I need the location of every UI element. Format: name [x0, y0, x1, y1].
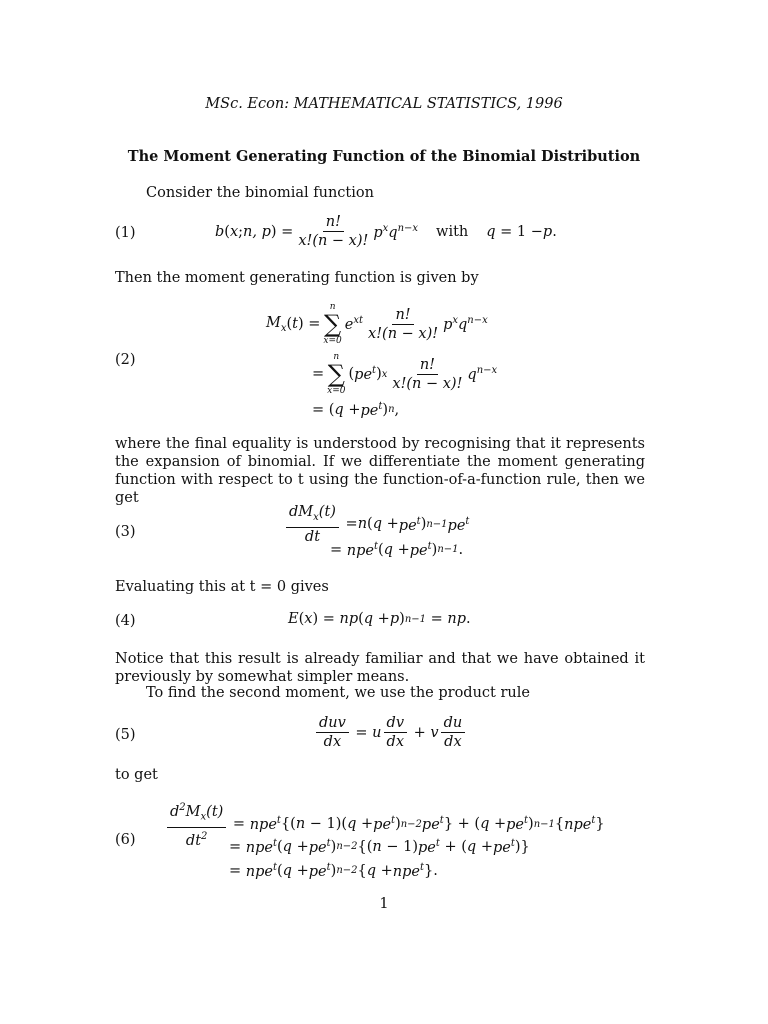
equation-6-line-3: = npe$^t$ ( q + $pe^t$ ) n−2 { q + npe$^t$ }.	[229, 862, 438, 880]
equation-number-1: (1)	[115, 225, 136, 241]
equation-number-2: (2)	[115, 352, 136, 368]
product-rule-text: To find the second moment, we use the product rule	[146, 685, 530, 701]
equation-2-line-2: = n ∑ x=0 ( $pe^t$ ) x $\frac{n!}{x!(n - x)!}$ $q^{n-x}$	[312, 352, 498, 396]
equation-number-4: (4)	[115, 613, 136, 629]
with-word: with	[436, 223, 469, 240]
to-get-text: to get	[115, 767, 158, 783]
equation-number-5: (5)	[115, 727, 136, 743]
equation-3-line-2: = npe$^t$ ( q + $pe^t$ ) n−1 .	[330, 541, 464, 559]
equation-2-line-3: = ( q + $pe^t$ ) n ,	[312, 401, 400, 419]
document-header: MSc. Econ: MATHEMATICAL STATISTICS, 1996	[205, 96, 563, 112]
equation-number-3: (3)	[115, 524, 136, 540]
page-number: 1	[379, 896, 389, 912]
mgf-intro-text: Then the moment generating function is given by	[115, 270, 479, 286]
equation-6-line-1: $\frac{d^2M_x(t)}{dt^2}$ = npe$^t$ {( n − 1)( q + $pe^t$ ) n−2 $pe^t$ } + ( q + $pe^t$ ) n−1 { npe$^t$ }	[165, 800, 605, 849]
equation-6-line-2: = npe$^t$ ( q + $pe^t$ ) n−2 {( n − 1) $pe^t$ + ( q + $pe^t$ )}	[229, 838, 530, 856]
equation-2-line-1: $M_x$ ( t ) = n ∑ x=0 $e^{xt}$ $\frac{n!}{x!(n - x)!}$ $p^xq^{n-x}$	[266, 302, 488, 346]
equation-3-line-1: $\frac{dM_x(t)}{dt}$ = n ( q + $pe^t$ ) n−1 $pe^t$	[284, 504, 469, 545]
evaluate-text: Evaluating this at t = 0 gives	[115, 579, 329, 595]
notice-paragraph: Notice that this result is already familiar and that we have obtained it previously by somewhat simpler means.	[115, 651, 645, 685]
equation-4: E ( x ) = np ( q + p ) n−1 = np .	[288, 611, 471, 627]
equation-1: b ( x ; n, p ) = $\frac{n!}{x!(n - x)!}$ $p^xq^{n-x}$ with q = 1 − p .	[215, 214, 557, 249]
equation-5: $\frac{\text{duv}}{dx}$ = u $\frac{dv}{dx}$ + v $\frac{du}{dx}$	[314, 715, 467, 750]
binomial-expansion-paragraph: where the final equality is understood by recognising that it represents the expansion of binomial. If we differentiate the moment generating function with respect to t using the function-of-a-function rule, then we get	[115, 436, 645, 506]
equation-number-6: (6)	[115, 832, 136, 848]
intro-text: Consider the binomial function	[146, 185, 374, 201]
section-title: The Moment Generating Function of the Binomial Distribution	[127, 148, 641, 165]
